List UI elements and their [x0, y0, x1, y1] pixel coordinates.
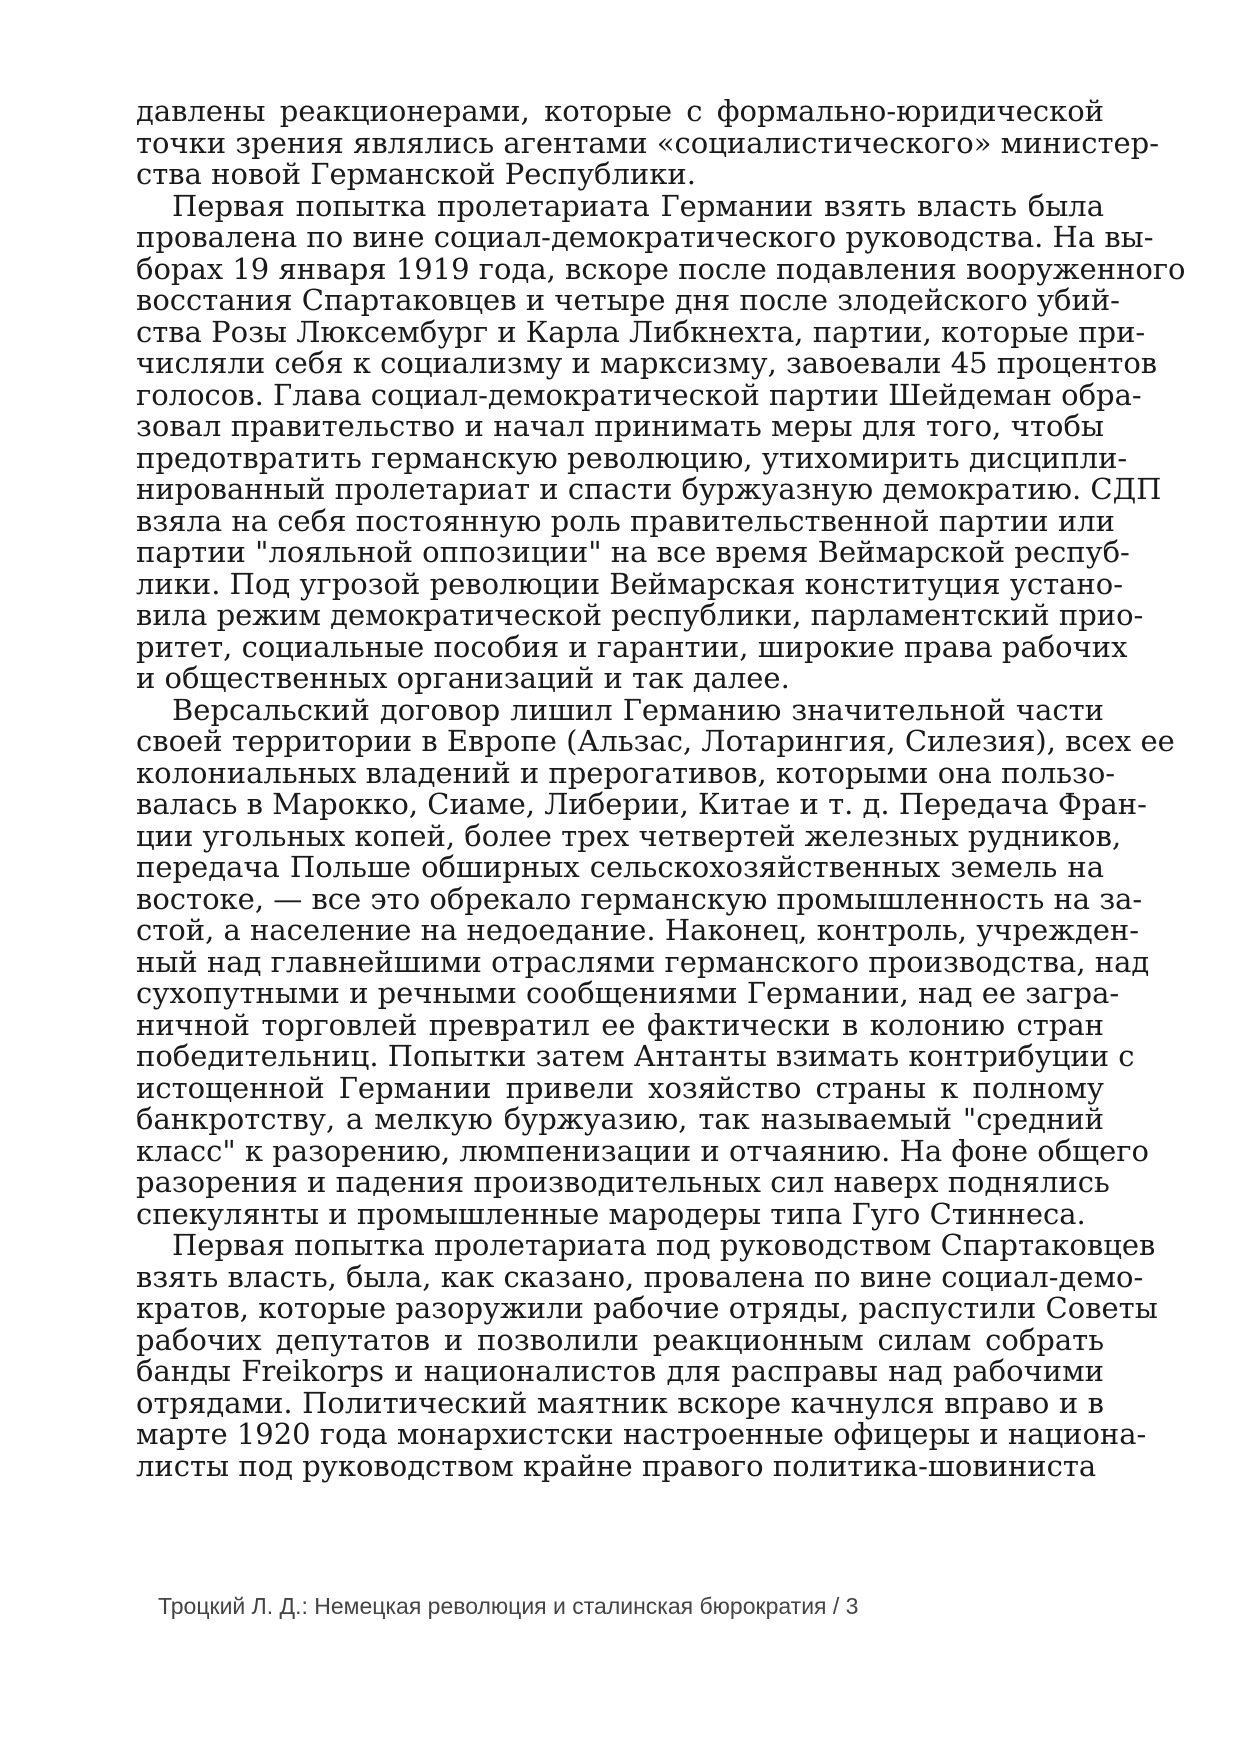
text-line: спекулянты и промышленные мародеры типа Гуго Стиннеса. — [136, 1196, 1086, 1231]
paragraph — [136, 1228, 1158, 1483]
text-line: предотвратить германскую революцию, утихомирить дисципли- — [136, 440, 1128, 475]
paragraph — [136, 692, 1175, 1231]
text-line: ства Розы Люксембург и Карла Либкнехта, партии, которые при- — [136, 314, 1146, 349]
text-line: стой, а население на недоедание. Наконец, контроль, учрежден- — [136, 913, 1140, 947]
text-line: ства новой Германской Республики. — [136, 157, 696, 191]
text-line: ритет, социальные пособия и гарантии, широкие права рабочих — [136, 629, 1128, 664]
text-line: лики. Под угрозой революции Веймарская конституция устано- — [136, 566, 1124, 601]
text-line: своей территории в Европе (Альзас, Лотарингия, Силезия), всех ее — [136, 724, 1175, 758]
text-line: сухопутными и речными сообщениями Германии, над ее загра- — [136, 976, 1120, 1010]
text-line: ный над главнейшими отраслями германского производства, над — [136, 944, 1150, 979]
paragraph — [136, 188, 1186, 695]
text-line: восстания Спартаковцев и четыре дня после злодейского убий- — [136, 283, 1120, 317]
text-line: кратов, которые разоружили рабочие отряды, распустили Советы — [136, 1291, 1158, 1325]
text-line: передача Польше обширных сельскохозяйственных земель на — [136, 850, 1104, 884]
text-line: листы под руководством крайне правого политика-шовиниста — [136, 1448, 1097, 1483]
text-line: Первая попытка пролетариата Германии взять власть была — [172, 188, 1104, 223]
text-line: нированный пролетариат и спасти буржуазную демократию. СДП — [136, 472, 1162, 506]
text-line: валась в Марокко, Сиаме, Либерии, Китае и т. д. Передача Фран- — [136, 787, 1147, 821]
text-line: Первая попытка пролетариата под руководством Спартаковцев — [172, 1228, 1156, 1262]
page-footer: Троцкий Л. Д.: Немецкая революция и сталинская бюрократия / 3 — [158, 1593, 859, 1619]
text-line: класс" к разорению, люмпенизации и отчаянию. На фоне общего — [136, 1133, 1149, 1168]
text-line: вила режим демократической республики, парламентский прио- — [136, 598, 1144, 632]
text-line: банкротству, а мелкую буржуазию, так называемый "средний — [136, 1102, 1104, 1136]
text-line: провалена по вине социал-демократического руководства. На вы- — [136, 220, 1154, 254]
text-line: колониальных владений и прерогативов, которыми она пользо- — [136, 755, 1116, 790]
text-line: взять власть, была, как сказано, провалена по вине социал-демо- — [136, 1259, 1144, 1294]
text-line: партии "лояльной оппозиции" на все время Веймарской респуб- — [136, 535, 1130, 569]
text-line: числяли себя к социализму и марксизму, завоевали 45 процентов — [136, 346, 1158, 380]
text-line: рабочих депутатов и позволили реакционным силам собрать — [136, 1322, 1104, 1357]
text-line: разорения и падения производительных сил наверх поднялись — [136, 1165, 1110, 1199]
text-line: давлены реакционерами, которые с формально-юридической — [136, 94, 1104, 128]
text-line: банды Freikorps и националистов для расправы над рабочими — [136, 1354, 1104, 1388]
text-line: ции угольных копей, более трех четвертей железных рудников, — [136, 818, 1122, 853]
text-line: и общественных организаций и так далее. — [136, 661, 790, 695]
text-line: истощенной Германии привели хозяйство страны к полному — [136, 1070, 1104, 1105]
text-line: отрядами. Политический маятник вскоре качнулся вправо и в — [136, 1385, 1104, 1420]
text-line: востоке, — все это обрекало германскую промышленность на за- — [136, 881, 1143, 916]
text-line: марте 1920 года монархистски настроенные офицеры и национа- — [136, 1417, 1147, 1451]
text-line: Версальский договор лишил Германию значительной части — [172, 692, 1104, 727]
text-line: взяла на себя постоянную роль правительственной партии или — [136, 503, 1115, 538]
text-line: зовал правительство и начал принимать меры для того, чтобы — [136, 409, 1104, 443]
text-line: голосов. Глава социал-демократической партии Шейдеман обра- — [136, 377, 1142, 412]
text-line: ничной торговлей превратил ее фактически в колонию стран — [136, 1007, 1104, 1042]
text-line: победительниц. Попытки затем Антанты взимать контрибуции с — [136, 1039, 1135, 1073]
text-line: борах 19 января 1919 года, вскоре после подавления вооруженного — [136, 251, 1186, 286]
text-line: точки зрения являлись агентами «социалистического» министер- — [136, 125, 1160, 160]
paragraph — [136, 94, 1160, 191]
body-text — [136, 94, 1186, 1483]
